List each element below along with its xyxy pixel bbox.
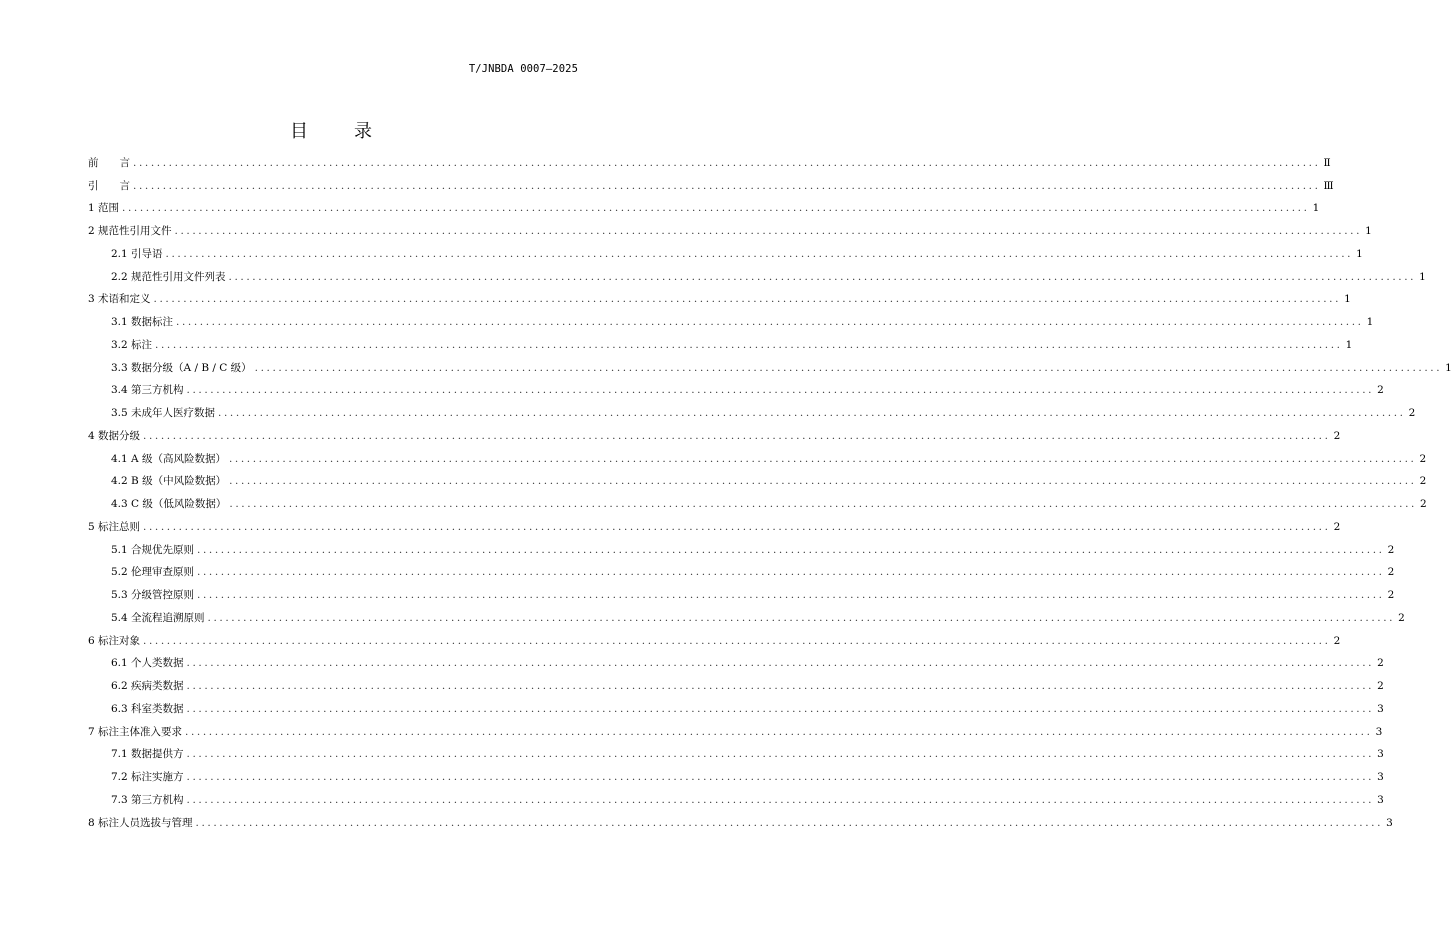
toc-dot-leader: ........................................................................................................................................................................................................	[195, 816, 1384, 829]
toc-entry-page: 3	[1386, 816, 1393, 829]
toc-entry-label: 3.5 未成年人医疗数据	[111, 407, 216, 419]
toc-entry-page: 1	[1356, 247, 1363, 260]
toc-entry-page: 2	[1387, 566, 1395, 579]
toc-entry-page: 3	[1375, 725, 1383, 738]
toc-entry[interactable]	[88, 147, 1331, 170]
toc-dot-leader: ........................................................................................................................................................................................................	[197, 543, 1385, 556]
toc-dot-leader: ........................................................................................................................................................................................................	[186, 657, 1375, 670]
toc-entry-label: 5.3 分级管控原则	[111, 589, 195, 601]
toc-dot-leader: ........................................................................................................................................................................................................	[254, 361, 1443, 374]
toc-entry[interactable]	[88, 579, 1395, 602]
toc-dot-leader: ........................................................................................................................................................................................................	[228, 452, 1417, 465]
toc-entry-label: 3.4 第三方机构	[111, 384, 184, 397]
toc-entry-label: 3.2 标注	[111, 338, 153, 351]
toc-entry[interactable]	[88, 602, 1405, 625]
toc-entry-page: 2	[1419, 498, 1427, 510]
toc-entry[interactable]	[88, 625, 1341, 648]
page-title: 目 录	[290, 121, 386, 142]
toc-dot-leader: ........................................................................................................................................................................................................	[143, 634, 1331, 647]
toc-dot-leader: ........................................................................................................................................................................................................	[197, 566, 1385, 579]
toc-dot-leader: ........................................................................................................................................................................................................	[143, 429, 1331, 442]
toc-dot-leader: ........................................................................................................................................................................................................	[155, 338, 1343, 351]
toc-entry-page: 2	[1419, 452, 1427, 465]
toc-entry[interactable]	[88, 557, 1395, 580]
toc-dot-leader: ........................................................................................................................................................................................................	[176, 316, 1364, 328]
toc-entry[interactable]	[88, 306, 1374, 329]
toc-entry-label: 前 言	[88, 156, 130, 169]
toc-entry[interactable]	[88, 670, 1384, 693]
toc-entry-label: 7.2 标注实施方	[111, 771, 184, 783]
toc-entry[interactable]	[88, 466, 1427, 489]
toc-entry-label: 6.3 科室类数据	[111, 702, 184, 715]
toc-dot-leader: ........................................................................................................................................................................................................	[207, 611, 1396, 624]
toc-entry-label: 3.3 数据分级（A / B / C 级）	[111, 361, 252, 374]
toc-entry-label: 4.1 A 级（高风险数据）	[111, 452, 226, 465]
toc-dot-leader: ........................................................................................................................................................................................................	[122, 202, 1310, 215]
toc-dot-leader: ........................................................................................................................................................................................................	[133, 179, 1321, 192]
toc-entry-page: 1	[1445, 361, 1452, 374]
toc-entry[interactable]	[88, 420, 1341, 443]
toc-entry-page: 3	[1377, 748, 1384, 761]
toc-entry-label: 引 言	[88, 179, 130, 192]
toc-entry-label: 6.1 个人类数据	[111, 657, 184, 670]
toc-dot-leader: ........................................................................................................................................................................................................	[186, 384, 1375, 397]
toc-entry-page: 2	[1387, 589, 1395, 601]
toc-entry-page: 1	[1344, 293, 1351, 306]
toc-dot-leader: ........................................................................................................................................................................................................	[186, 793, 1375, 806]
toc-dot-leader: ........................................................................................................................................................................................................	[229, 498, 1417, 510]
toc-entry-page: 1	[1345, 338, 1353, 351]
toc-entry-label: 5.1 合规优先原则	[111, 543, 195, 556]
toc-entry-page: 2	[1387, 543, 1395, 556]
toc-entry-label: 4.2 B 级（中风险数据）	[111, 475, 227, 488]
toc-entry-page: 1	[1365, 225, 1372, 237]
toc-dot-leader: ........................................................................................................................................................................................................	[174, 225, 1363, 237]
toc-dot-leader: ........................................................................................................................................................................................................	[165, 247, 1354, 260]
toc-entry-page: 3	[1377, 771, 1384, 783]
toc-entry[interactable]	[88, 511, 1341, 534]
toc-entry-label: 6 标注对象	[88, 634, 141, 647]
toc-dot-leader: ........................................................................................................................................................................................................	[197, 589, 1385, 601]
toc-dot-leader: ........................................................................................................................................................................................................	[185, 725, 1373, 738]
toc-entry[interactable]	[88, 693, 1384, 716]
toc-entry[interactable]	[88, 534, 1395, 557]
toc-entry-label: 3.1 数据标注	[111, 316, 174, 328]
toc-entry-label: 1 范围	[88, 202, 120, 215]
toc-entry-page: Ⅱ	[1323, 156, 1331, 169]
toc-entry-label: 2 规范性引用文件	[88, 225, 172, 237]
toc-entry[interactable]	[88, 329, 1353, 352]
toc-dot-leader: ........................................................................................................................................................................................................	[143, 520, 1331, 533]
toc-entry[interactable]	[88, 170, 1334, 193]
toc-entry-page: 2	[1333, 634, 1341, 647]
toc-entry-label: 5.2 伦理审查原则	[111, 566, 195, 579]
toc-entry-page: 2	[1377, 657, 1384, 670]
toc-entry[interactable]	[88, 215, 1372, 238]
toc-entry[interactable]	[88, 443, 1427, 466]
toc-dot-leader: ........................................................................................................................................................................................................	[186, 680, 1375, 692]
toc-entry-label: 8 标注人员选拔与管理	[88, 816, 193, 829]
toc-entry-label: 7 标注主体准入要求	[88, 725, 183, 738]
toc-dot-leader: ........................................................................................................................................................................................................	[153, 293, 1342, 306]
toc-entry-page: 1	[1366, 316, 1374, 328]
toc-entry[interactable]	[88, 716, 1383, 739]
document-code: T/JNBDA 0007—2025	[468, 63, 578, 75]
toc-entry[interactable]	[88, 739, 1384, 762]
toc-entry-label: 6.2 疾病类数据	[111, 680, 184, 692]
toc-dot-leader: ........................................................................................................................................................................................................	[218, 407, 1406, 419]
toc-entry-page: 2	[1408, 407, 1416, 419]
toc-entry-page: 2	[1333, 520, 1341, 533]
toc-entry[interactable]	[88, 784, 1384, 807]
toc-entry-page: 1	[1419, 270, 1426, 283]
toc-entry-label: 2.1 引导语	[111, 247, 163, 260]
toc-entry-label: 3 术语和定义	[88, 293, 151, 306]
toc-entry-page: 2	[1377, 680, 1384, 692]
toc-entry-label: 4.3 C 级（低风险数据）	[111, 498, 227, 510]
toc-entry-label: 4 数据分级	[88, 429, 141, 442]
toc-entry-label: 2.2 规范性引用文件列表	[111, 270, 226, 283]
toc-entry[interactable]	[88, 807, 1393, 830]
toc-entry-label: 5.4 全流程追溯原则	[111, 611, 205, 624]
toc-entry-page: 2	[1377, 384, 1384, 397]
toc-entry-page: 2	[1333, 429, 1341, 442]
toc-entry-page: 2	[1419, 475, 1427, 488]
toc-entry-page: Ⅲ	[1323, 179, 1334, 192]
toc-dot-leader: ........................................................................................................................................................................................................	[186, 771, 1375, 783]
toc-entry[interactable]	[88, 397, 1416, 420]
toc-entry-page: 3	[1377, 702, 1384, 715]
toc-dot-leader: ........................................................................................................................................................................................................	[229, 475, 1417, 488]
toc-entry[interactable]	[88, 238, 1363, 261]
table-of-contents	[88, 147, 1452, 830]
toc-entry[interactable]	[88, 375, 1384, 398]
toc-entry[interactable]	[88, 284, 1351, 307]
toc-entry[interactable]	[88, 648, 1384, 671]
toc-entry-label: 7.3 第三方机构	[111, 793, 184, 806]
toc-entry[interactable]	[88, 488, 1427, 511]
toc-entry-label: 7.1 数据提供方	[111, 748, 184, 761]
toc-dot-leader: ........................................................................................................................................................................................................	[186, 748, 1375, 761]
toc-entry[interactable]	[88, 193, 1320, 216]
toc-entry-page: 1	[1312, 202, 1320, 215]
toc-entry-page: 3	[1377, 793, 1384, 806]
toc-dot-leader: ........................................................................................................................................................................................................	[186, 702, 1375, 715]
toc-dot-leader: ........................................................................................................................................................................................................	[133, 156, 1321, 169]
toc-entry[interactable]	[88, 761, 1384, 784]
toc-entry[interactable]	[88, 352, 1452, 375]
toc-entry[interactable]	[88, 261, 1426, 284]
toc-entry-label: 5 标注总则	[88, 520, 141, 533]
toc-dot-leader: ........................................................................................................................................................................................................	[228, 270, 1417, 283]
toc-entry-page: 2	[1398, 611, 1405, 624]
